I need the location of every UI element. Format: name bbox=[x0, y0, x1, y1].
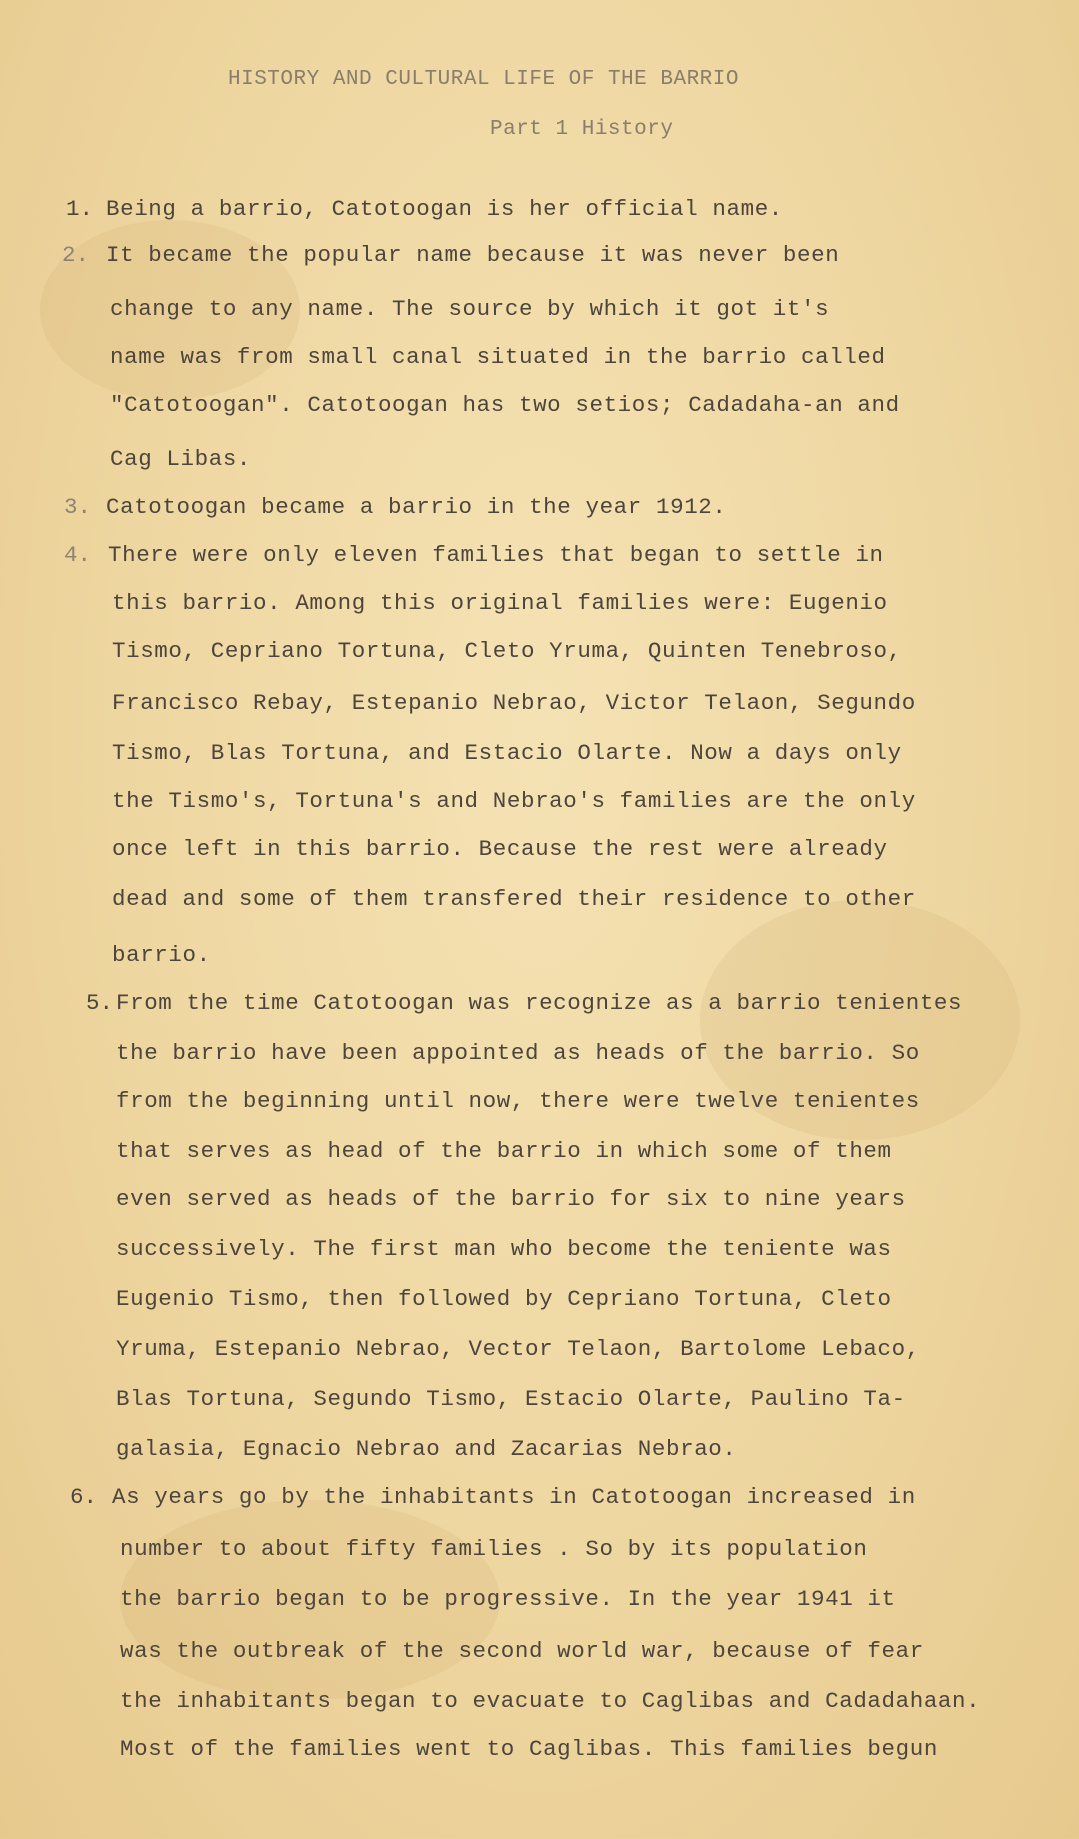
item-number: 3. bbox=[64, 494, 92, 520]
text-line: Cag Libas. bbox=[110, 446, 252, 472]
text-line: Tismo, Cepriano Tortuna, Cleto Yruma, Quinten Tenebroso, bbox=[112, 638, 902, 664]
item-number: 1. bbox=[66, 196, 94, 222]
text-line: number to about fifty families . So by its population bbox=[120, 1536, 868, 1562]
text-line: barrio. bbox=[112, 942, 211, 968]
text-line: Eugenio Tismo, then followed by Cepriano Tortuna, Cleto bbox=[116, 1286, 892, 1312]
text-line: It became the popular name because it was never been bbox=[106, 242, 840, 268]
text-line: Yruma, Estepanio Nebrao, Vector Telaon, Bartolome Lebaco, bbox=[116, 1336, 920, 1362]
text-line: Francisco Rebay, Estepanio Nebrao, Victor Telaon, Segundo bbox=[112, 690, 916, 716]
text-line: "Catotoogan". Catotoogan has two setios; Cadadaha-an and bbox=[110, 392, 900, 418]
text-line: even served as heads of the barrio for six to nine years bbox=[116, 1186, 906, 1212]
item-number: 4. bbox=[64, 542, 92, 568]
document-subtitle: Part 1 History bbox=[490, 118, 674, 141]
text-line: the barrio have been appointed as heads of the barrio. So bbox=[116, 1040, 920, 1066]
text-line: Catotoogan became a barrio in the year 1912. bbox=[106, 494, 727, 520]
text-line: galasia, Egnacio Nebrao and Zacarias Nebrao. bbox=[116, 1436, 737, 1462]
item-number: 5. bbox=[86, 990, 114, 1016]
text-line: change to any name. The source by which it got it's bbox=[110, 296, 830, 322]
text-line: the Tismo's, Tortuna's and Nebrao's families are the only bbox=[112, 788, 916, 814]
text-line: that serves as head of the barrio in which some of them bbox=[116, 1138, 892, 1164]
text-line: the inhabitants began to evacuate to Caglibas and Cadadahaan. bbox=[120, 1688, 981, 1714]
text-line: was the outbreak of the second world war, because of fear bbox=[120, 1638, 924, 1664]
text-line: dead and some of them transfered their residence to other bbox=[112, 886, 916, 912]
item-number: 6. bbox=[70, 1484, 98, 1510]
text-line: from the beginning until now, there were twelve tenientes bbox=[116, 1088, 920, 1114]
text-line: the barrio began to be progressive. In the year 1941 it bbox=[120, 1586, 896, 1612]
text-line: Most of the families went to Caglibas. This families begun bbox=[120, 1736, 938, 1762]
text-line: once left in this barrio. Because the rest were already bbox=[112, 836, 888, 862]
text-line: this barrio. Among this original families were: Eugenio bbox=[112, 590, 888, 616]
text-line: name was from small canal situated in the barrio called bbox=[110, 344, 886, 370]
text-line: There were only eleven families that began to settle in bbox=[108, 542, 884, 568]
text-line: successively. The first man who become the teniente was bbox=[116, 1236, 892, 1262]
text-line: Tismo, Blas Tortuna, and Estacio Olarte. Now a days only bbox=[112, 740, 902, 766]
text-line: From the time Catotoogan was recognize as a barrio tenientes bbox=[116, 990, 963, 1016]
item-number: 2. bbox=[62, 242, 90, 268]
document-title: HISTORY AND CULTURAL LIFE OF THE BARRIO bbox=[228, 68, 739, 91]
text-line: Being a barrio, Catotoogan is her official name. bbox=[106, 196, 783, 222]
text-line: As years go by the inhabitants in Catotoogan increased in bbox=[112, 1484, 916, 1510]
text-line: Blas Tortuna, Segundo Tismo, Estacio Olarte, Paulino Ta- bbox=[116, 1386, 906, 1412]
